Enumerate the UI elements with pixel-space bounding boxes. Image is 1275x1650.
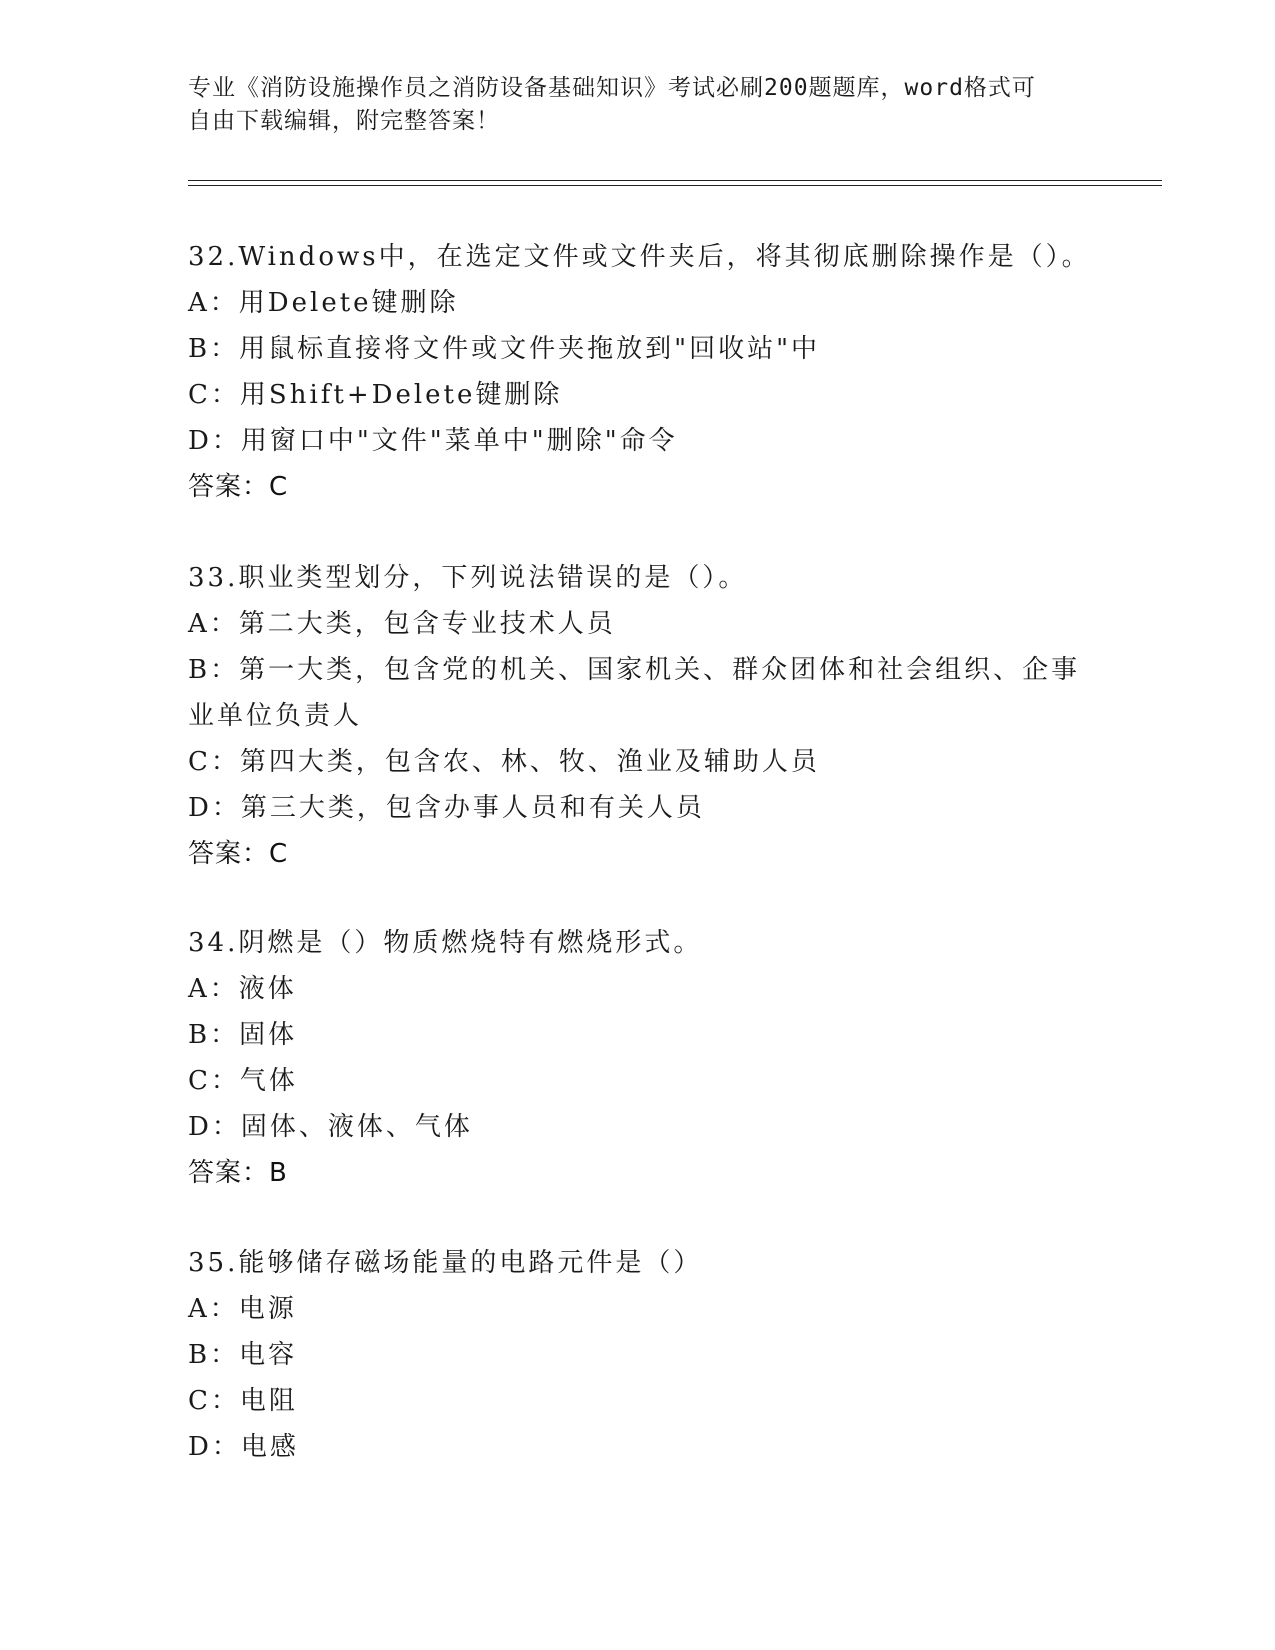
- option-c: C：第四大类，包含农、林、牧、渔业及辅助人员: [188, 747, 820, 777]
- header-title-line-1: 专业《消防设施操作员之消防设备基础知识》考试必刷200题题库，word格式可: [188, 75, 1036, 101]
- option-d: D：固体、液体、气体: [188, 1112, 473, 1142]
- option-d: D：用窗口中"文件"菜单中"删除"命令: [188, 426, 678, 456]
- question-34: [188, 920, 1088, 1196]
- option-c: C：电阻: [188, 1386, 298, 1416]
- question-stem: 35.能够储存磁场能量的电路元件是（）: [188, 1248, 703, 1278]
- option-b: B：第一大类，包含党的机关、国家机关、群众团体和社会组织、企事业单位负责人: [188, 655, 1081, 731]
- question-stem: 32.Windows中，在选定文件或文件夹后，将其彻底删除操作是（）。: [188, 242, 1091, 272]
- answer-line: 答案：C: [188, 472, 289, 502]
- header-title-line-2: 自由下载编辑，附完整答案！: [188, 108, 500, 134]
- question-33: [188, 555, 1088, 877]
- option-b: B：电容: [188, 1340, 298, 1370]
- option-a: A：液体: [188, 974, 297, 1004]
- question-stem: 33.职业类型划分，下列说法错误的是（）。: [188, 563, 748, 593]
- option-b: B：用鼠标直接将文件或文件夹拖放到"回收站"中: [188, 334, 821, 364]
- header-divider-bottom: [188, 185, 1162, 186]
- question-35: [188, 1240, 1088, 1470]
- option-d: D：电感: [188, 1432, 299, 1462]
- option-a: A：用Delete键删除: [188, 288, 459, 318]
- option-a: A：第二大类，包含专业技术人员: [188, 609, 616, 639]
- option-c: C：用Shift+Delete键删除: [188, 380, 563, 410]
- option-c: C：气体: [188, 1066, 298, 1096]
- option-a: A：电源: [188, 1294, 297, 1324]
- document-header: [188, 72, 1078, 138]
- option-d: D：第三大类，包含办事人员和有关人员: [188, 793, 705, 823]
- option-b: B：固体: [188, 1020, 298, 1050]
- question-32: [188, 234, 1091, 510]
- answer-line: 答案：B: [188, 1158, 288, 1188]
- question-stem: 34.阴燃是（）物质燃烧特有燃烧形式。: [188, 928, 703, 958]
- header-divider-top: [188, 180, 1162, 181]
- answer-line: 答案：C: [188, 839, 289, 869]
